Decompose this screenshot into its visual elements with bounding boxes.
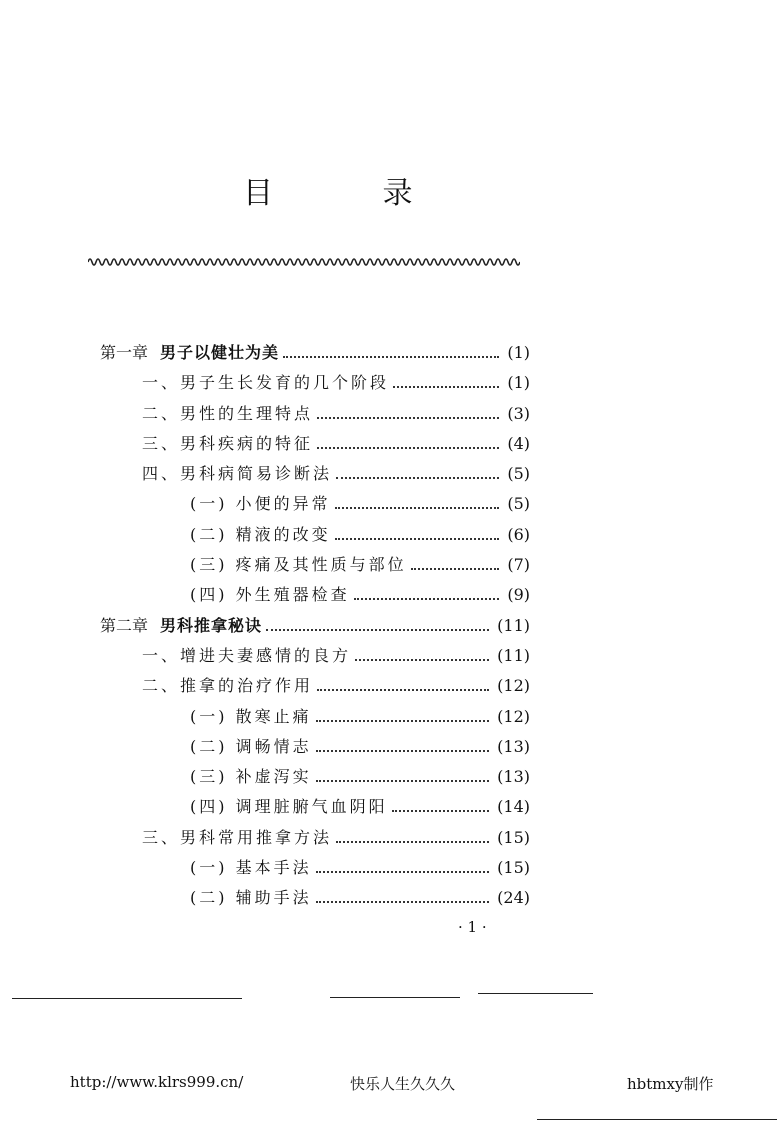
toc-label: (二) 精液的改变 — [190, 524, 331, 544]
dot-leader — [283, 356, 499, 358]
toc-entry — [100, 885, 530, 915]
toc-label: 三、男科疾病的特征 — [142, 433, 314, 453]
dot-leader — [317, 417, 499, 419]
toc-entry — [100, 704, 530, 734]
toc-entry — [100, 582, 530, 612]
chapter-number: 第一章 — [100, 343, 149, 362]
toc-chapter — [100, 613, 530, 643]
dot-leader — [317, 689, 489, 691]
dot-leader — [393, 386, 499, 388]
toc-entry — [100, 825, 530, 855]
toc-page: (11) — [497, 645, 530, 665]
toc-label: (一) 散寒止痛 — [190, 706, 312, 726]
toc-entry — [100, 491, 530, 521]
dot-leader — [411, 568, 500, 570]
toc-page: (13) — [497, 767, 530, 787]
dot-leader — [317, 447, 499, 449]
toc-label: (四) 调理脏腑气血阴阳 — [190, 797, 388, 817]
toc-label: (一) 基本手法 — [190, 858, 312, 878]
toc-page: (14) — [497, 797, 530, 817]
toc-page: (6) — [507, 524, 530, 544]
toc-entry — [100, 401, 530, 431]
dot-leader — [336, 841, 489, 843]
scan-line — [537, 1119, 777, 1120]
dot-leader — [336, 477, 499, 479]
dot-leader — [316, 780, 490, 782]
toc-entry — [100, 522, 530, 552]
toc-page: (15) — [497, 827, 530, 847]
dot-leader — [266, 629, 489, 631]
table-of-contents — [100, 340, 530, 916]
toc-label: (二) 辅助手法 — [190, 888, 312, 908]
footer-credit: hbtmxy制作 — [627, 1075, 714, 1093]
toc-page: (11) — [497, 615, 530, 635]
toc-page: (7) — [507, 555, 530, 575]
toc-page: (3) — [507, 403, 530, 423]
decorative-wave-divider — [88, 255, 520, 269]
toc-page: (5) — [507, 464, 530, 484]
dot-leader — [354, 598, 500, 600]
scan-line — [478, 993, 593, 994]
toc-entry — [100, 794, 530, 824]
toc-entry — [100, 461, 530, 491]
dot-leader — [316, 871, 490, 873]
toc-page: (15) — [497, 858, 530, 878]
toc-page: (4) — [507, 433, 530, 453]
dot-leader — [316, 720, 490, 722]
dot-leader — [316, 901, 490, 903]
toc-entry — [100, 431, 530, 461]
toc-entry — [100, 734, 530, 764]
toc-entry — [100, 673, 530, 703]
toc-label: 二、推拿的治疗作用 — [142, 676, 314, 696]
toc-page: (1) — [507, 373, 530, 393]
toc-chapter — [100, 340, 530, 370]
dot-leader — [335, 507, 500, 509]
dot-leader — [392, 810, 490, 812]
toc-label: 三、男科常用推拿方法 — [142, 827, 333, 847]
toc-page: (12) — [497, 706, 530, 726]
toc-label: 一、男子生长发育的几个阶段 — [142, 373, 390, 393]
toc-entry — [100, 764, 530, 794]
scan-line — [330, 997, 460, 998]
toc-label: 男科推拿秘诀 — [160, 615, 263, 635]
footer-url: http://www.klrs999.cn/ — [70, 1073, 244, 1091]
dot-leader — [355, 659, 489, 661]
toc-label: 四、男科病简易诊断法 — [142, 464, 333, 484]
toc-entry — [100, 855, 530, 885]
dot-leader — [335, 538, 500, 540]
toc-label: (二) 调畅情志 — [190, 736, 312, 756]
toc-entry — [100, 370, 530, 400]
toc-label: (一) 小便的异常 — [190, 494, 331, 514]
chapter-number: 第二章 — [100, 615, 149, 635]
toc-page: (9) — [507, 585, 530, 605]
toc-entry — [100, 552, 530, 582]
toc-page: (12) — [497, 676, 530, 696]
page-title: 目 录 — [243, 176, 463, 211]
page-number: · 1 · — [458, 918, 487, 936]
footer-center: 快乐人生久久久 — [350, 1075, 456, 1093]
toc-page: (5) — [507, 494, 530, 514]
toc-page: (24) — [497, 888, 530, 908]
toc-label: 一、增进夫妻感情的良方 — [142, 645, 352, 665]
toc-label: (三) 补虚泻实 — [190, 767, 312, 787]
toc-label: 男子以健壮为美 — [160, 343, 280, 362]
dot-leader — [316, 750, 490, 752]
toc-label: (三) 疼痛及其性质与部位 — [190, 555, 407, 575]
toc-page: (1) — [507, 343, 530, 362]
toc-label: (四) 外生殖器检查 — [190, 585, 350, 605]
toc-page: (13) — [497, 736, 530, 756]
toc-entry — [100, 643, 530, 673]
toc-label: 二、男性的生理特点 — [142, 403, 314, 423]
scan-line — [12, 998, 242, 999]
